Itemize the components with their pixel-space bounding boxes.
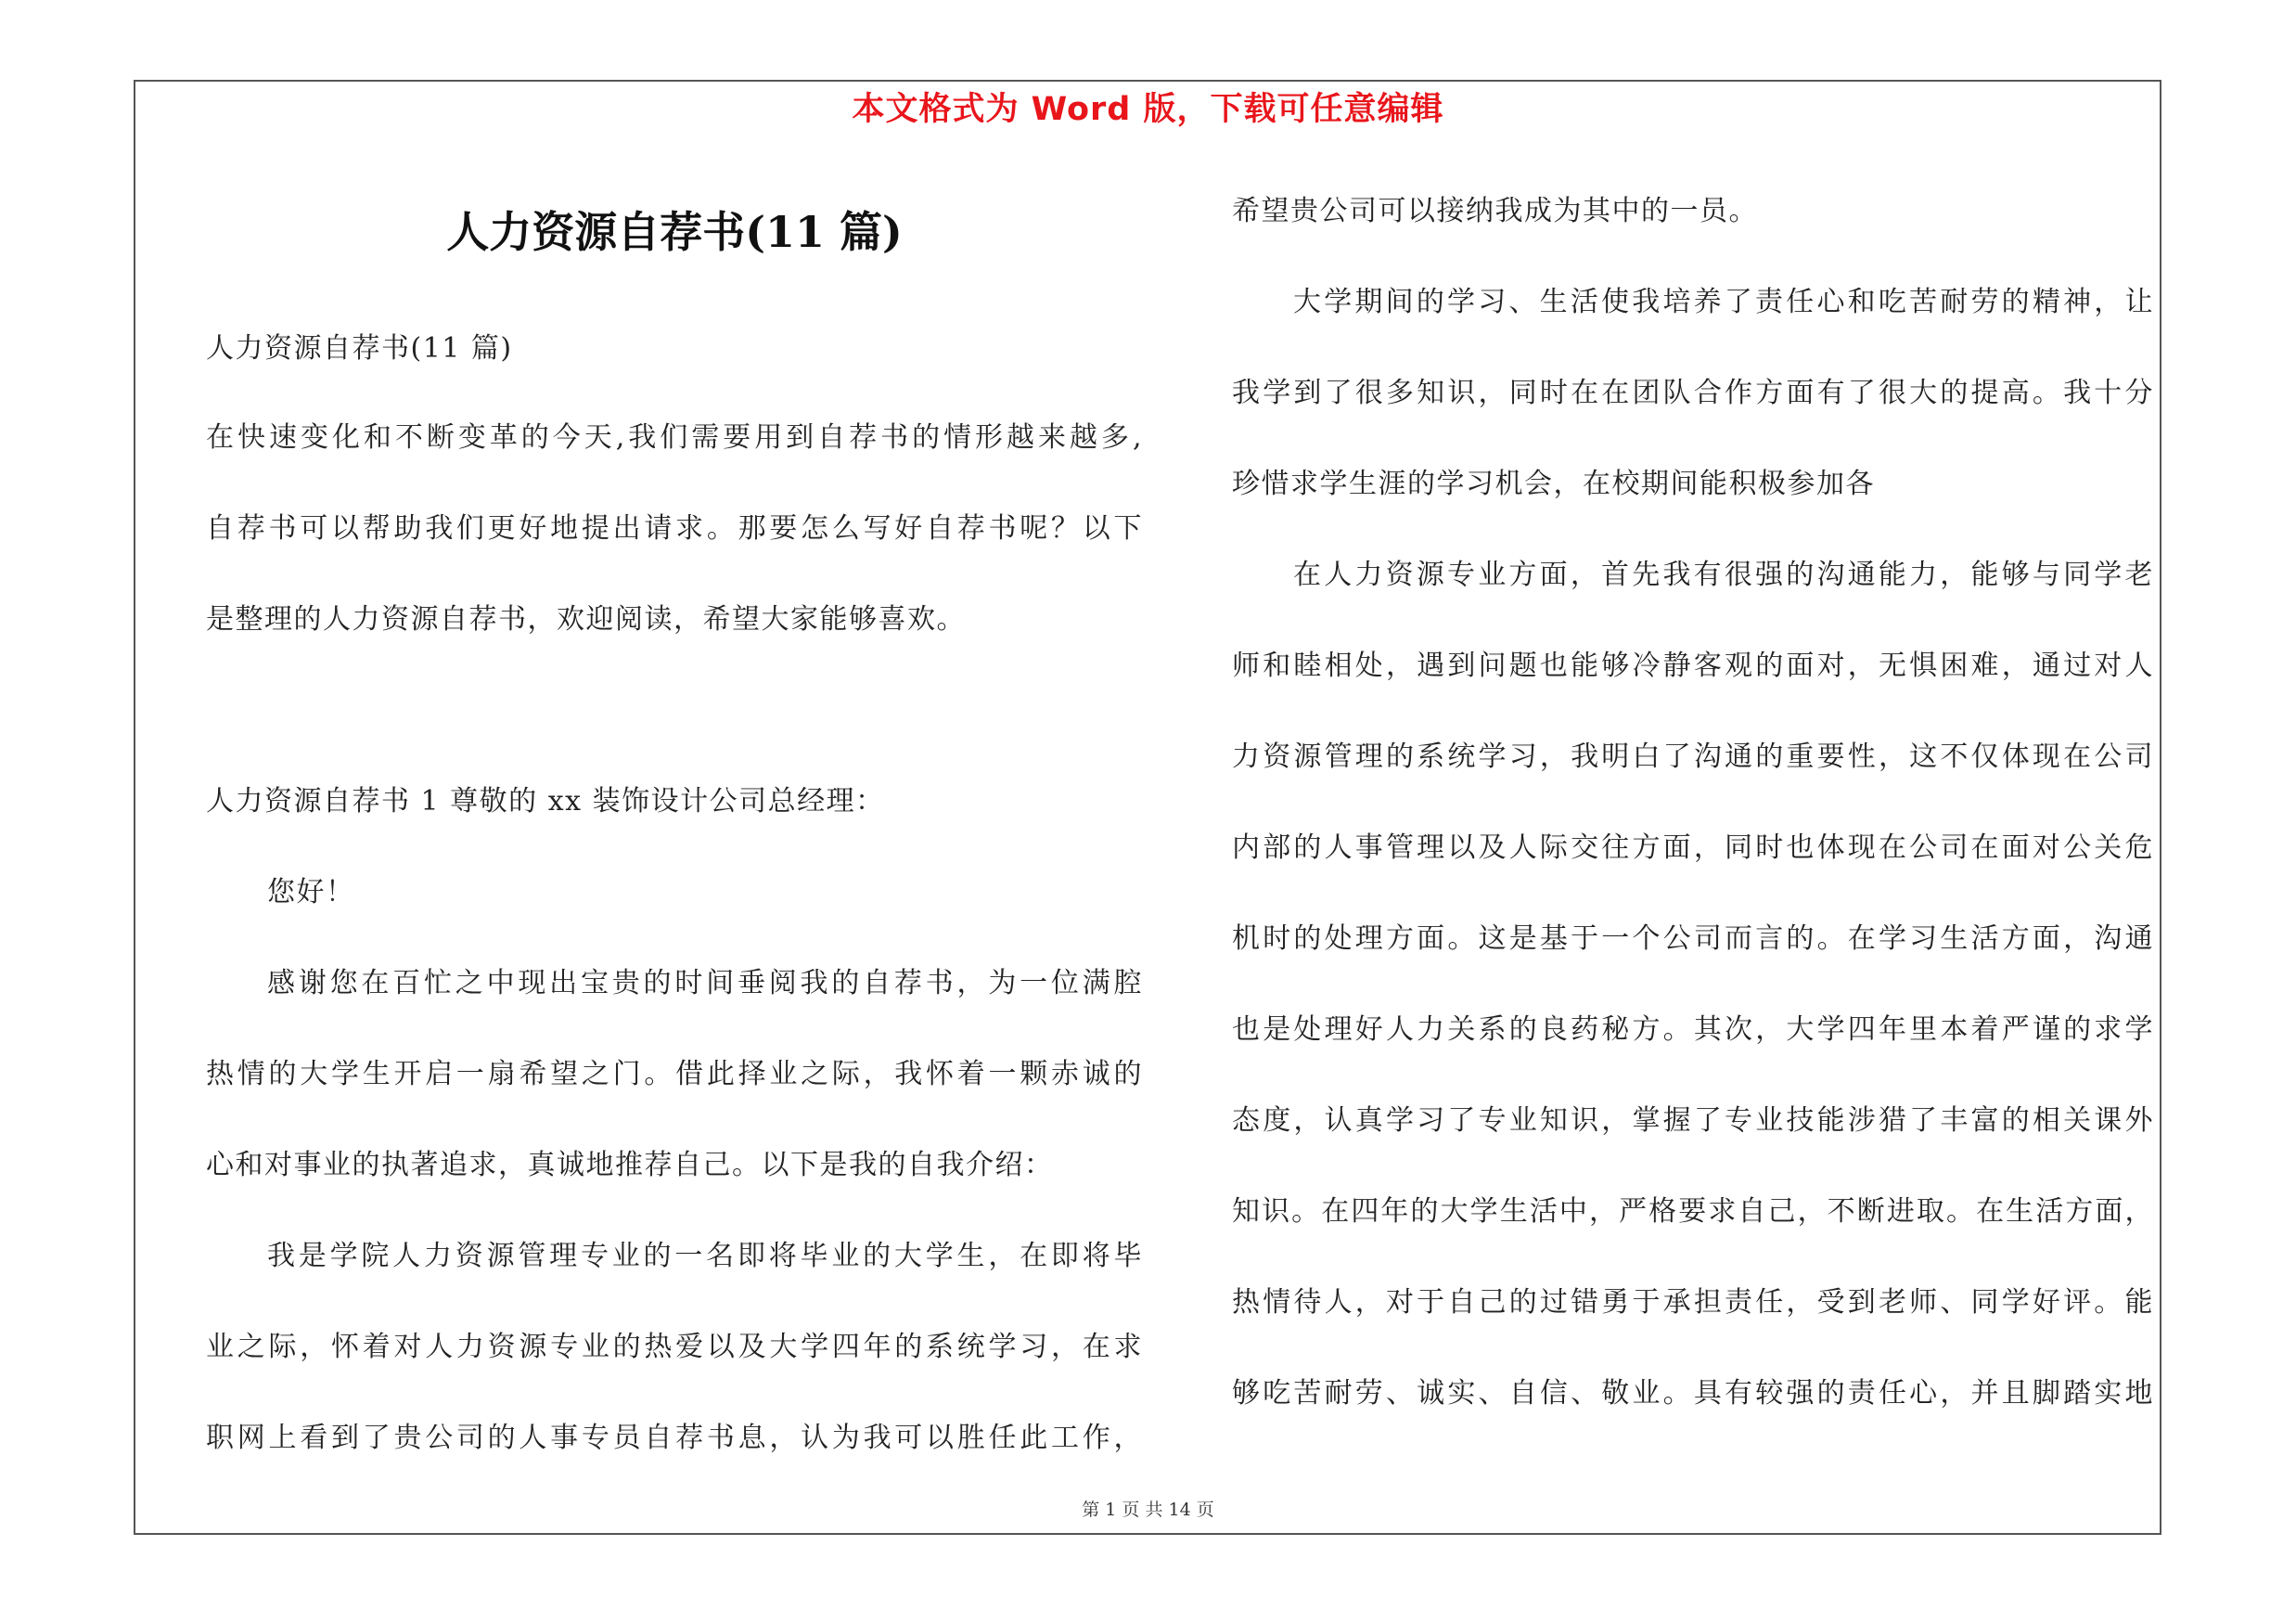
- right-line-14: 够吃苦耐劳、诚实、自信、敬业。具有较强的责任心，并且脚踏实地: [1232, 1377, 2154, 1410]
- right-line-3: 我学到了很多知识，同时在在团队合作方面有了很大的提高。我十分: [1232, 377, 2154, 409]
- right-line-6: 师和睦相处，遇到问题也能够冷静客观的面对，无惧困难，通过对人: [1232, 650, 2154, 682]
- left-line-intro-2: 自荐书可以帮助我们更好地提出请求。那要怎么写好自荐书呢？以下: [206, 512, 1143, 545]
- word-format-banner: 本文格式为 Word 版，下载可任意编辑: [852, 91, 1444, 128]
- left-line-para1-2: 热情的大学生开启一扇希望之门。借此择业之际，我怀着一颗赤诚的: [206, 1058, 1143, 1090]
- right-line-13: 热情待人，对于自己的过错勇于承担责任，受到老师、同学好评。能: [1232, 1286, 2154, 1319]
- left-line-letter-heading: 人力资源自荐书 1 尊敬的 xx 装饰设计公司总经理：: [206, 785, 885, 818]
- right-line-8: 内部的人事管理以及人际交往方面，同时也体现在公司在面对公关危: [1232, 831, 2154, 864]
- left-line-para2-2: 业之际，怀着对人力资源专业的热爱以及大学四年的系统学习，在求: [206, 1331, 1143, 1363]
- left-line-para2-1: 我是学院人力资源管理专业的一名即将毕业的大学生，在即将毕: [267, 1240, 1143, 1272]
- left-line-para1-3: 心和对事业的执著追求，真诚地推荐自己。以下是我的自我介绍：: [206, 1149, 1054, 1181]
- left-line-para2-3: 职网上看到了贵公司的人事专员自荐书息，认为我可以胜任此工作，: [206, 1422, 1143, 1454]
- left-line-greeting: 您好！: [267, 876, 355, 908]
- document-title: 人力资源自荐书(11 篇): [446, 207, 903, 257]
- right-line-7: 力资源管理的系统学习，我明白了沟通的重要性，这不仅体现在公司: [1232, 741, 2154, 773]
- right-line-4: 珍惜求学生涯的学习机会，在校期间能积极参加各: [1232, 468, 1875, 500]
- right-line-9: 机时的处理方面。这是基于一个公司而言的。在学习生活方面，沟通: [1232, 922, 2154, 955]
- left-line-subtitle: 人力资源自荐书(11 篇): [206, 332, 513, 365]
- right-line-11: 态度，认真学习了专业知识，掌握了专业技能涉猎了丰富的相关课外: [1232, 1104, 2154, 1137]
- right-line-10: 也是处理好人力关系的良药秘方。其次，大学四年里本着严谨的求学: [1232, 1013, 2154, 1046]
- right-line-5: 在人力资源专业方面，首先我有很强的沟通能力，能够与同学老: [1293, 559, 2154, 591]
- left-line-intro-1: 在快速变化和不断变革的今天,我们需要用到自荐书的情形越来越多,: [206, 421, 1143, 454]
- page-number-footer: 第 1 页 共 14 页: [1082, 1500, 1214, 1520]
- left-line-para1-1: 感谢您在百忙之中现出宝贵的时间垂阅我的自荐书，为一位满腔: [267, 967, 1143, 999]
- right-line-12: 知识。在四年的大学生活中，严格要求自己，不断进取。在生活方面，: [1232, 1195, 2154, 1228]
- right-line-2: 大学期间的学习、生活使我培养了责任心和吃苦耐劳的精神，让: [1293, 286, 2154, 318]
- right-line-1: 希望贵公司可以接纳我成为其中的一员。: [1232, 195, 1758, 227]
- left-line-intro-3: 是整理的人力资源自荐书，欢迎阅读，希望大家能够喜欢。: [206, 603, 966, 636]
